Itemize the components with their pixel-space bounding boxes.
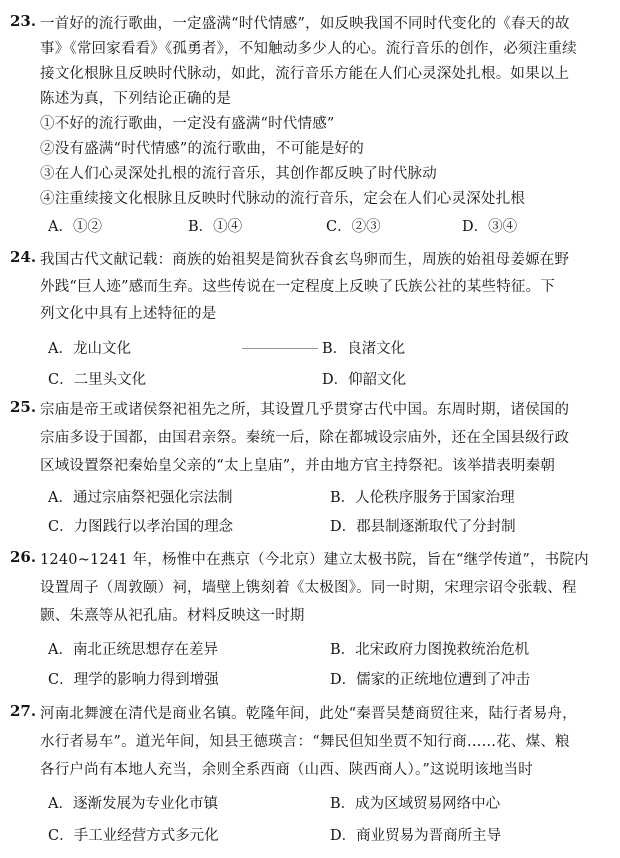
statement-3: ③在人们心灵深处扎根的流行音乐，其创作都反映了时代脉动 <box>40 166 437 182</box>
option-a: A．龙山文化 <box>48 341 131 357</box>
question-number: 23. <box>10 12 37 30</box>
option-d: D．郡县制逐渐取代了分封制 <box>330 519 516 535</box>
option-a: A．南北正统思想存在差异 <box>48 642 218 658</box>
question-number: 27. <box>10 702 37 720</box>
stem-line: 接文化根脉且反映时代脉动，如此，流行音乐方能在人们心灵深处扎根。如果以上 <box>40 66 570 82</box>
option-d: D．儒家的正统地位遭到了冲击 <box>330 672 531 688</box>
stem-line: 1240~1241 年，杨惟中在燕京（今北京）建立太极书院，旨在“继学传道”，书院内 <box>40 552 589 568</box>
option-b: B．良渚文化 <box>322 341 406 357</box>
option-a: A．①② <box>48 219 102 235</box>
statement-1: ①不好的流行歌曲，一定没有盛满“时代情感” <box>40 116 335 132</box>
question-number: 25. <box>10 398 37 416</box>
option-c: C．理学的影响力得到增强 <box>48 672 219 688</box>
stem-line: 区域设置祭祀秦始皇父亲的“太上皇庙”，并由地方官主持祭祀。该举措表明秦朝 <box>40 458 556 474</box>
option-b: B．人伦秩序服务于国家治理 <box>330 490 515 506</box>
option-b: B．①④ <box>188 219 243 235</box>
stem-line: 水行者易车”。道光年间，知县王德瑛言：“舞民但知坐贾不知行商……花、煤、粮 <box>40 734 570 750</box>
blank-line <box>242 348 318 349</box>
option-a: A．通过宗庙祭祀强化宗法制 <box>48 490 233 506</box>
stem-line: 列文化中具有上述特征的是 <box>40 306 217 322</box>
stem-line: 河南北舞渡在清代是商业名镇。乾隆年间，此处“秦晋吴楚商贸往来，陆行者易舟， <box>40 706 577 722</box>
stem-line: 我国古代文献记载：商族的始祖契是简狄吞食玄鸟卵而生，周族的始祖母姜嫄在野 <box>40 252 570 268</box>
option-a: A．逐渐发展为专业化市镇 <box>48 796 218 812</box>
stem-line: 颢、朱熹等从祀孔庙。材料反映这一时期 <box>40 608 305 624</box>
option-b: B．北宋政府力图挽救统治危机 <box>330 642 530 658</box>
stem-line: 事》《常回家看看》《孤勇者》，不知触动多少人的心。流行音乐的创作，必须注重续 <box>40 41 577 57</box>
stem-line: 外践“巨人迹”感而生弃。这些传说在一定程度上反映了氏族公社的某些特征。下 <box>40 279 556 295</box>
question-number: 24. <box>10 248 37 266</box>
option-c: C．力图践行以孝治国的理念 <box>48 519 234 535</box>
stem-line: 宗庙多设于国都，由国君亲祭。秦统一后，除在都城设宗庙外，还在全国县级行政 <box>40 430 570 446</box>
statement-4: ④注重续接文化根脉且反映时代脉动的流行音乐，定会在人们心灵深处扎根 <box>40 191 526 207</box>
option-c: C．②③ <box>326 219 381 235</box>
stem-line: 陈述为真，下列结论正确的是 <box>40 91 232 107</box>
stem-line: 一首好的流行歌曲，一定盛满“时代情感”，如反映我国不同时代变化的《春天的故 <box>40 16 570 32</box>
option-c: C．二里头文化 <box>48 372 147 388</box>
stem-line: 各行户尚有本地人充当，余则全系西商（山西、陕西商人）。”这说明该地当时 <box>40 762 533 778</box>
option-d: D．仰韶文化 <box>322 372 407 388</box>
stem-line: 设置周子（周敦颐）祠，墙壁上镌刻着《太极图》。同一时期，宋理宗诏令张载、程 <box>40 580 577 596</box>
question-number: 26. <box>10 548 37 566</box>
option-b: B．成为区域贸易网络中心 <box>330 796 501 812</box>
stem-line: 宗庙是帝王或诸侯祭祀祖先之所，其设置几乎贯穿古代中国。东周时期，诸侯国的 <box>40 402 570 418</box>
statement-2: ②没有盛满“时代情感”的流行歌曲，不可能是好的 <box>40 141 364 157</box>
option-c: C．手工业经营方式多元化 <box>48 828 219 844</box>
option-d: D．商业贸易为晋商所主导 <box>330 828 502 844</box>
option-d: D．③④ <box>462 219 518 235</box>
